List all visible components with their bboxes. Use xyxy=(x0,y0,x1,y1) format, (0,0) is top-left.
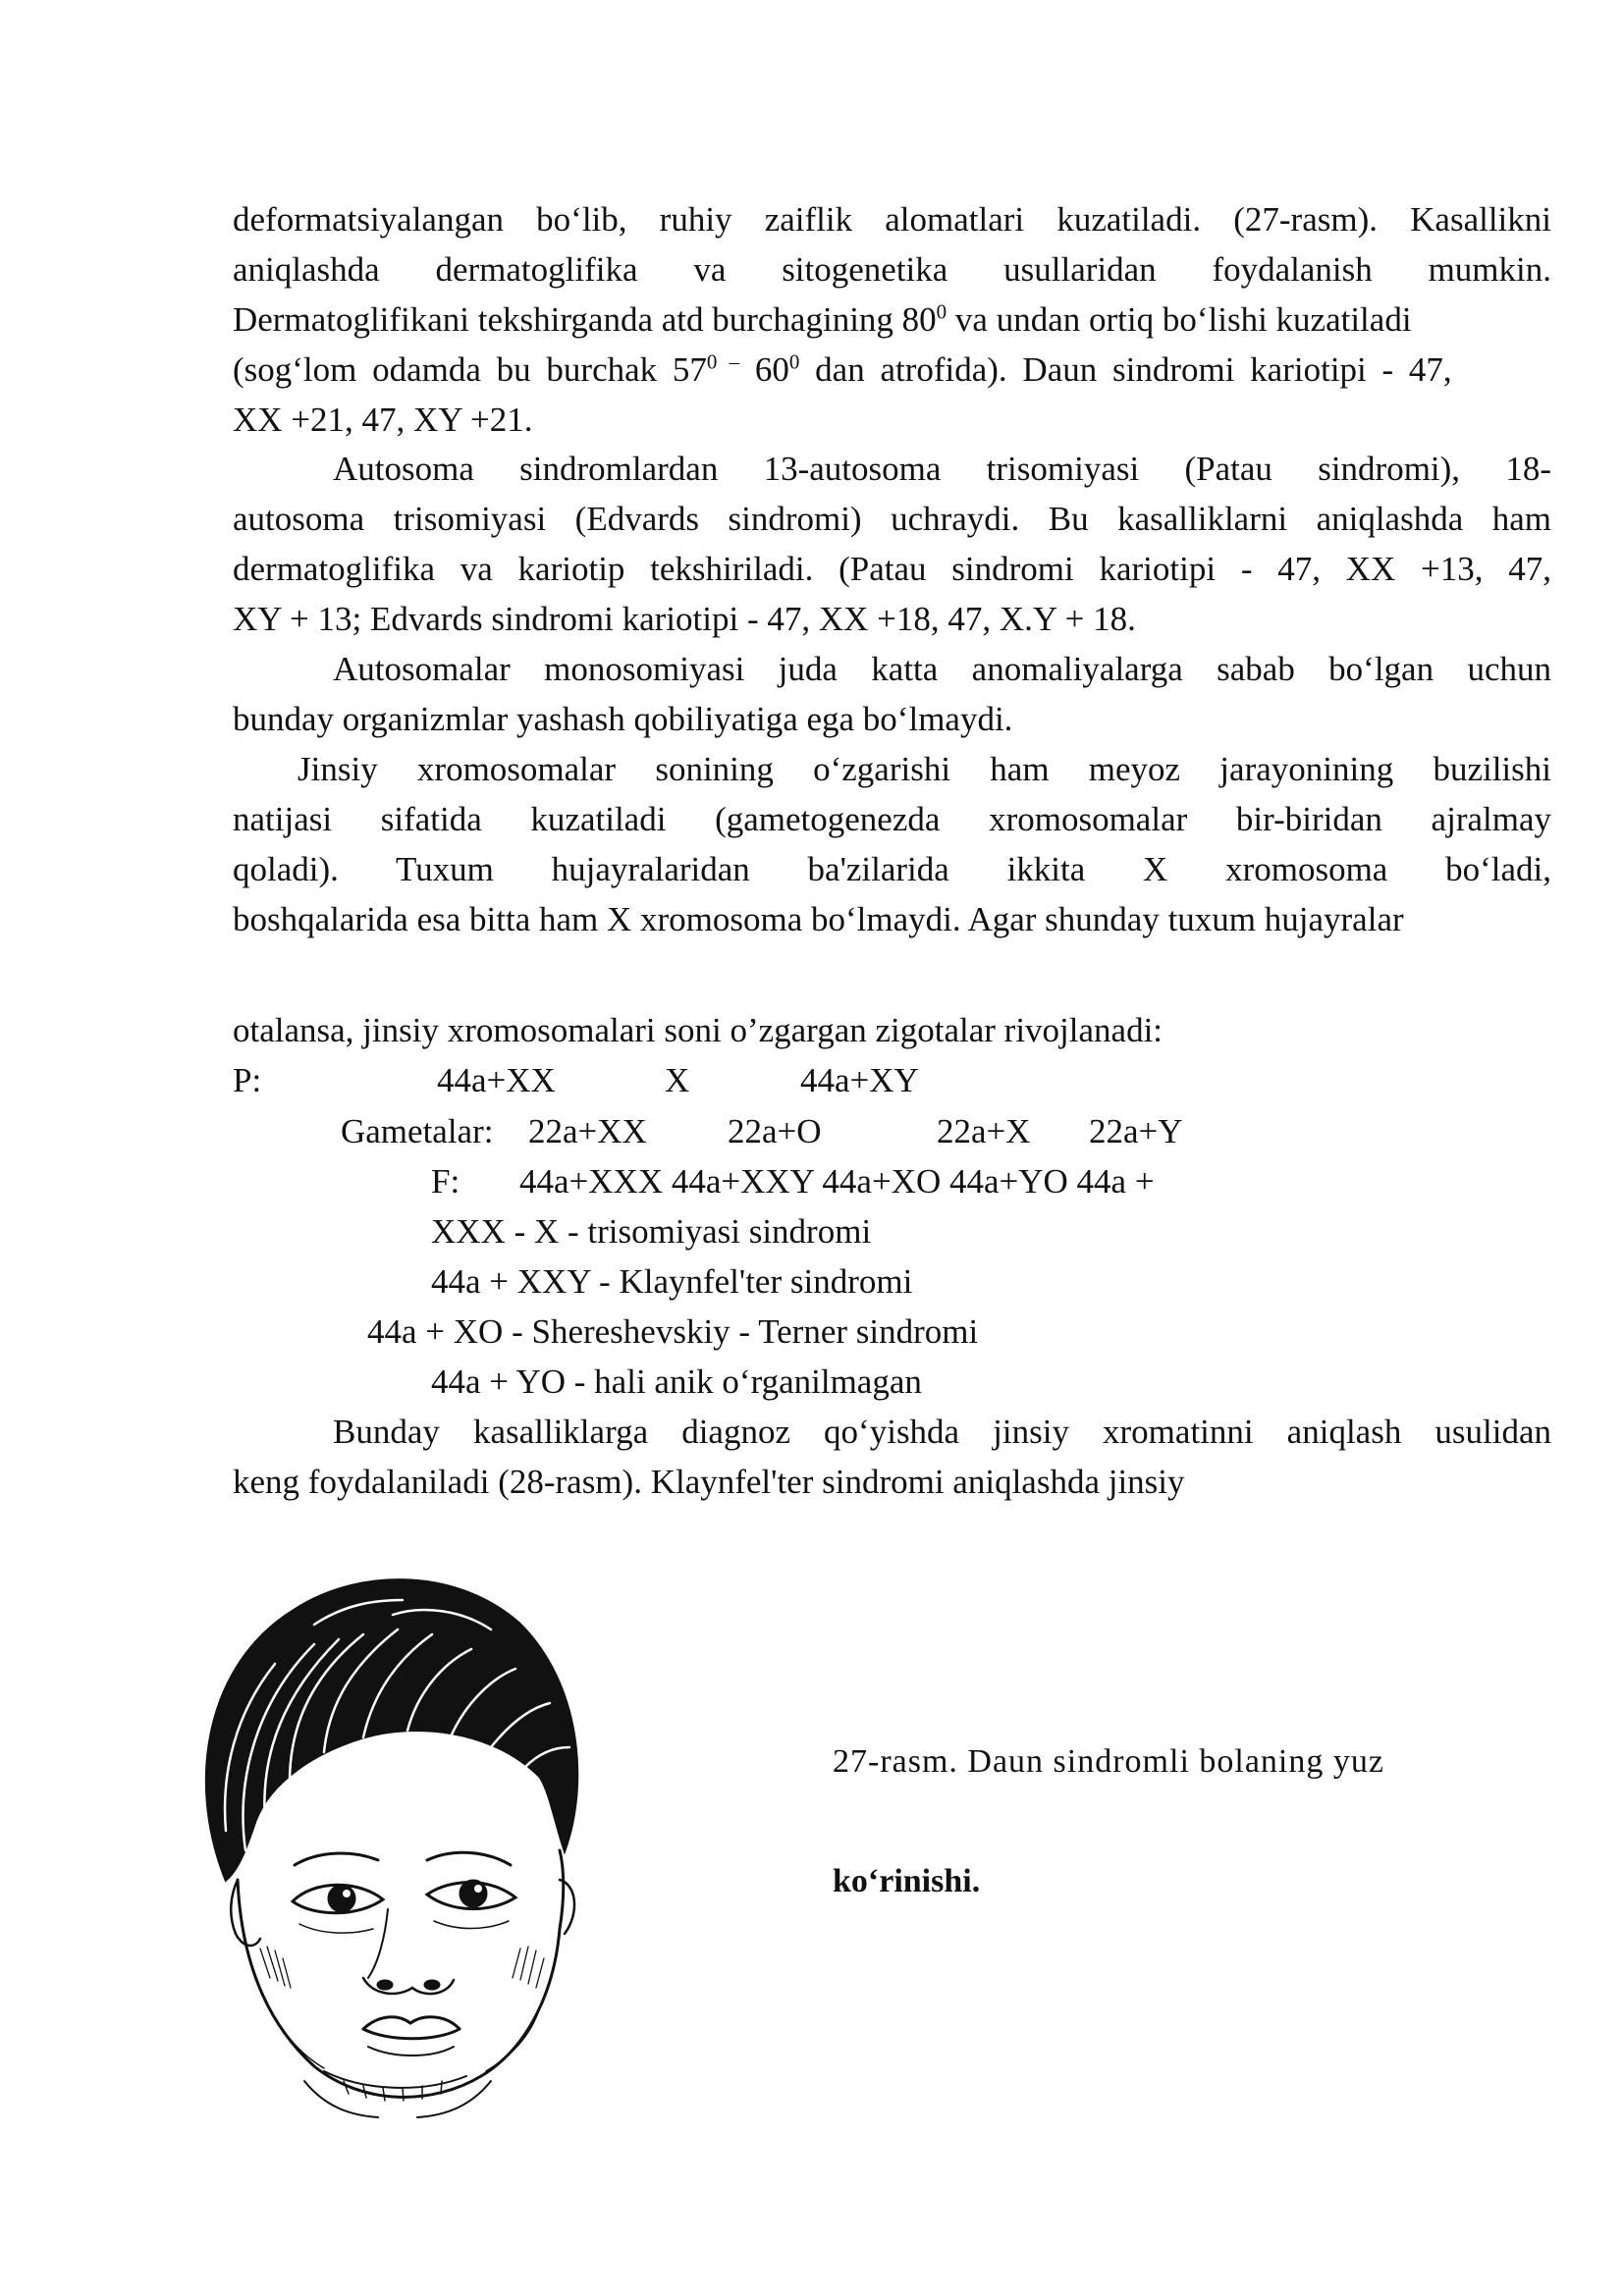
gamete: 22a+Y xyxy=(1089,1112,1183,1150)
result-line: 44a + XO - Shereshevskiy - Terner sindromi xyxy=(367,1312,979,1351)
text-line: boshqalarida esa bitta ham X xromosoma bo‘lmaydi. Agar shunday tuxum hujayralar xyxy=(233,900,1404,938)
text-line: Autosoma sindromlardan 13-autosoma trisomiyasi (Patau sindromi), 18- xyxy=(333,450,1551,488)
text-line: Autosomalar monosomiyasi juda katta anomaliyalarga sabab bo‘lgan uchun xyxy=(333,650,1551,688)
text-line: Jinsiy xromosomalar sonining o‘zgarishi ham meyoz jarayonining buzilishi xyxy=(298,750,1551,788)
cross-x-sign: X xyxy=(665,1061,690,1099)
text-line: bunday organizmlar yashash qobiliyatiga ega bo‘lmaydi. xyxy=(233,700,1013,738)
superscript: 0 – xyxy=(706,349,740,374)
text-line: natijasi sifatida kuzatiladi (gametogenezda xromosomalar bir-biridan ajralmay xyxy=(233,800,1551,838)
paragraph-5 xyxy=(233,1005,1551,1055)
face-illustration xyxy=(167,1556,609,2120)
text-run: (sog‘lom odamda bu burchak 57 xyxy=(233,350,707,389)
text-line: keng foydalaniladi (28-rasm). Klaynfel'ter sindromi aniqlashda jinsiy xyxy=(233,1463,1185,1501)
figure-caption-continuation: ko‘rinishi. xyxy=(833,1863,981,1899)
text-line: qoladi). Tuxum hujayralaridan ba'zilarida ikkita X xromosoma bo‘ladi, xyxy=(233,850,1551,888)
text-line: deformatsiyalangan bo‘lib, ruhiy zaiflik alomatlari kuzatiladi. (27-rasm). Kasallikni xyxy=(233,200,1551,239)
offspring: 44a+XXX 44a+XXY 44a+XO 44a+YO 44a + xyxy=(519,1162,1155,1201)
f-label: F: xyxy=(431,1162,460,1201)
paragraph-4 xyxy=(233,744,1551,944)
text-line xyxy=(233,294,1551,345)
gamete: 22a+X xyxy=(937,1112,1031,1150)
cross-father: 44a+XY xyxy=(800,1061,919,1099)
text-line: aniqlashda dermatoglifika va sitogenetika usullaridan foydalanish mumkin. xyxy=(233,250,1551,289)
text-line: dermatoglifika va kariotip tekshiriladi. (Patau sindromi kariotipi - 47, XX +13, 47, xyxy=(233,550,1551,588)
cross-mother: 44a+XX xyxy=(437,1061,556,1099)
cross-p-label: P: xyxy=(233,1061,262,1099)
text-line: autosoma trisomiyasi (Edvards sindromi) uchraydi. Bu kasalliklarni aniqlashda ham xyxy=(233,500,1551,538)
paragraph-1 xyxy=(233,194,1551,445)
superscript: 0 xyxy=(788,349,800,374)
gamete: 22a+XX xyxy=(528,1112,647,1150)
text-line xyxy=(233,345,1551,395)
text-line: Bunday kasalliklarga diagnoz qo‘yishda jinsiy xromatinni aniqlash usulidan xyxy=(333,1413,1551,1451)
figure-caption: 27-rasm. Daun sindromli bolaning yuz xyxy=(833,1743,1384,1780)
text-run: dan atrofida). Daun sindromi kariotipi - 47, xyxy=(799,350,1452,389)
paragraph-3 xyxy=(233,644,1551,744)
paragraph-2 xyxy=(233,444,1551,644)
superscript: 0 xyxy=(936,299,947,324)
paragraph-6 xyxy=(233,1407,1551,1507)
text-line: XX +21, 47, XY +21. xyxy=(233,400,533,439)
result-line: 44a + YO - hali anik o‘rganilmagan xyxy=(431,1362,922,1401)
result-line: XXX - X - trisomiyasi sindromi xyxy=(431,1212,872,1251)
text-run: 60 xyxy=(739,350,789,389)
gametes-label: Gametalar: xyxy=(341,1112,494,1150)
text-run: va undan ortiq bo‘lishi kuzatiladi xyxy=(947,300,1412,339)
gamete: 22a+O xyxy=(728,1112,822,1150)
text-line: otalansa, jinsiy xromosomalari soni o’zgargan zigotalar rivojlanadi: xyxy=(233,1011,1163,1049)
result-line: 44a + XXY - Klaynfel'ter sindromi xyxy=(431,1262,913,1301)
text-run: Dermatoglifikani tekshirganda atd burchagining 80 xyxy=(233,300,937,339)
text-line: XY + 13; Edvards sindromi kariotipi - 47, XX +18, 47, X.Y + 18. xyxy=(233,600,1136,638)
